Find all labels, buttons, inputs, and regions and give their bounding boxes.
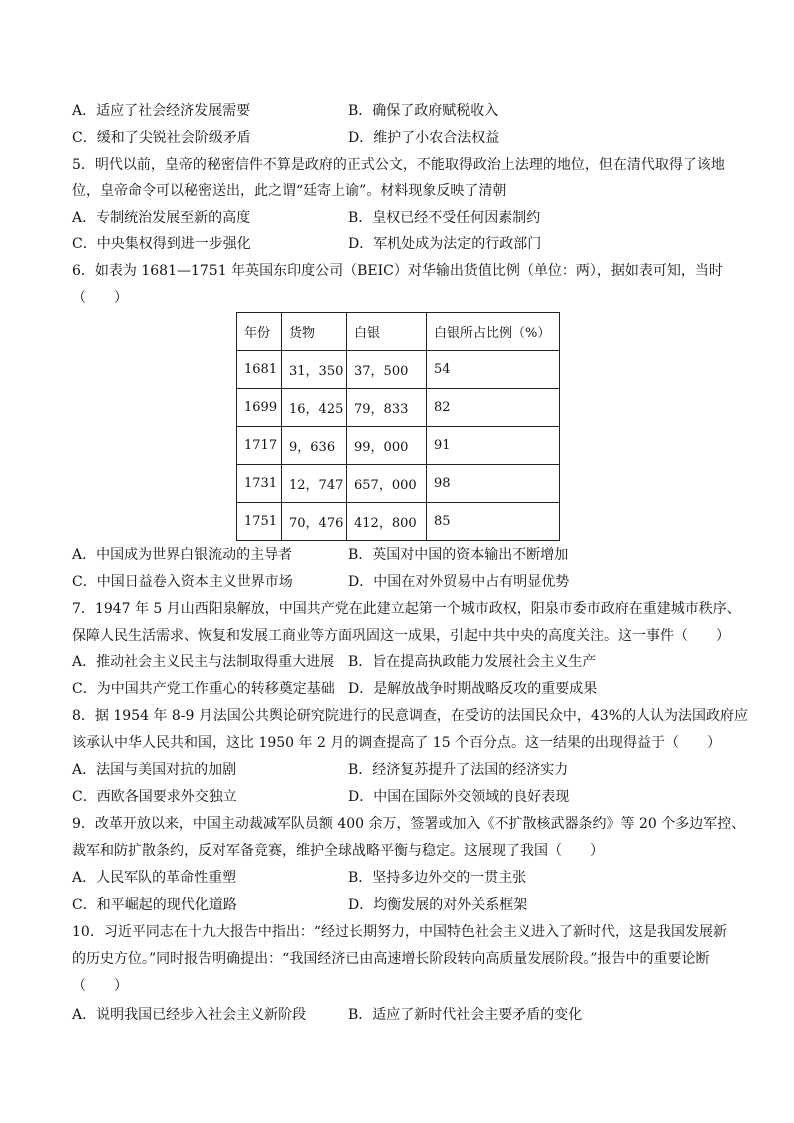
q9-stem-line-1: 9．改革开放以来，中国主动裁减军队员额 400 余万，签署或加入《不扩散核武器条约》等 20 个多边军控、 <box>72 816 746 832</box>
q4-option-b: B．确保了政府赋税收入 <box>348 103 499 119</box>
table-row <box>237 389 560 427</box>
table-row <box>237 427 560 465</box>
table-cell: 85 <box>427 503 560 541</box>
table-cell: 31，350 <box>282 351 347 389</box>
table-cell: 1751 <box>237 503 282 541</box>
q5-option-d: D．军机处成为法定的行政部门 <box>348 236 542 252</box>
table-cell: 16，425 <box>282 389 347 427</box>
q8-option-c: C．西欧各国要求外交独立 <box>72 789 237 805</box>
table-cell: 37，500 <box>347 351 427 389</box>
q5-stem-line-2: 位，皇帝命令可以秘密送出，此之谓“廷寄上谕”。材料现象反映了清朝 <box>72 183 507 199</box>
table-cell: 54 <box>427 351 560 389</box>
table-cell: 1699 <box>237 389 282 427</box>
q7-stem-line-2: 保障人民生活需求、恢复和发展工商业等方面巩固这一成果，引起中共中央的高度关注。这一事件（ ） <box>72 628 730 644</box>
q9-stem-line-2: 裁军和防扩散条约，反对军备竞赛，维护全球战略平衡与稳定。这展现了我国（ ） <box>72 843 604 859</box>
table-header-cell: 白银 <box>347 313 427 351</box>
table-cell: 1731 <box>237 465 282 503</box>
q10-stem-line-1: 10．习近平同志在十九大报告中指出：“经过长期努力，中国特色社会主义进入了新时代，这是我国发展新 <box>72 924 727 940</box>
q4-option-d: D．维护了小农合法权益 <box>348 130 500 146</box>
q9-option-a: A．人民军队的革命性重塑 <box>72 870 237 886</box>
table-cell: 91 <box>427 427 560 465</box>
table-row <box>237 503 560 541</box>
table-header-cell: 白银所占比例（%） <box>427 313 560 351</box>
q7-stem-line-1: 7．1947 年 5 月山西阳泉解放，中国共产党在此建立起第一个城市政权，阳泉市委市政府在重建城市秩序、 <box>72 601 741 617</box>
q6-stem-line-2: （ ） <box>72 290 128 306</box>
q6-option-d: D．中国在对外贸易中占有明显优势 <box>348 574 570 590</box>
q8-stem-line-2: 该承认中华人民共和国，这比 1950 年 2 月的调查提高了 15 个百分点。这一结果的出现得益于（ ） <box>72 735 722 751</box>
q10-option-a: A．说明我国已经步入社会主义新阶段 <box>72 1007 307 1023</box>
q5-option-c: C．中央集权得到进一步强化 <box>72 236 251 252</box>
q4-option-c: C．缓和了尖锐社会阶级矛盾 <box>72 130 251 146</box>
table-cell: 99，000 <box>347 427 427 465</box>
q10-stem-line-3: （ ） <box>72 978 128 994</box>
table-cell: 412，800 <box>347 503 427 541</box>
table-cell: 657，000 <box>347 465 427 503</box>
export-value-table <box>236 312 560 541</box>
q8-option-d: D．中国在国际外交领域的良好表现 <box>348 789 570 805</box>
table-cell: 70，476 <box>282 503 347 541</box>
q6-option-a: A．中国成为世界白银流动的主导者 <box>72 547 293 563</box>
table-cell: 12，747 <box>282 465 347 503</box>
q5-option-b: B．皇权已经不受任何因素制约 <box>348 210 541 226</box>
q6-option-c: C．中国日益卷入资本主义世界市场 <box>72 574 293 590</box>
q9-option-c: C．和平崛起的现代化道路 <box>72 897 237 913</box>
table-cell: 98 <box>427 465 560 503</box>
table-row <box>237 351 560 389</box>
q9-option-d: D．均衡发展的对外关系框架 <box>348 897 528 913</box>
table-row <box>237 465 560 503</box>
q5-stem-line-1: 5．明代以前，皇帝的秘密信件不算是政府的正式公文，不能取得政治上法理的地位，但在清代取得了该地 <box>72 157 725 173</box>
q7-option-c: C．为中国共产党工作重心的转移奠定基础 <box>72 681 335 697</box>
q8-stem-line-1: 8．据 1954 年 8-9 月法国公共舆论研究院进行的民意调查，在受访的法国民众中，43%的人认为法国政府应 <box>72 708 748 724</box>
table-cell: 82 <box>427 389 560 427</box>
table-cell: 1717 <box>237 427 282 465</box>
table-cell: 1681 <box>237 351 282 389</box>
q5-option-a: A．专制统治发展至新的高度 <box>72 210 251 226</box>
table-header-row <box>237 313 560 351</box>
q8-option-b: B．经济复苏提升了法国的经济实力 <box>348 762 569 778</box>
q7-option-b: B．旨在提高执政能力发展社会主义生产 <box>348 654 597 670</box>
q6-option-b: B．英国对中国的资本输出不断增加 <box>348 547 569 563</box>
table-cell: 9，636 <box>282 427 347 465</box>
table-cell: 79，833 <box>347 389 427 427</box>
q6-stem-line-1: 6．如表为 1681—1751 年英国东印度公司（BEIC）对华输出货值比例（单位：两），据如表可知，当时 <box>72 263 723 279</box>
table-header-cell: 年份 <box>237 313 282 351</box>
q8-option-a: A．法国与美国对抗的加剧 <box>72 762 237 778</box>
q7-option-a: A．推动社会主义民主与法制取得重大进展 <box>72 654 335 670</box>
q10-stem-line-2: 的历史方位。”同时报告明确提出：“我国经济已由高速增长阶段转向高质量发展阶段。”报告中的重要论断 <box>72 951 710 967</box>
q4-option-a: A．适应了社会经济发展需要 <box>72 103 251 119</box>
q9-option-b: B．坚持多边外交的一贯主张 <box>348 870 527 886</box>
q7-option-d: D．是解放战争时期战略反攻的重要成果 <box>348 681 598 697</box>
q10-option-b: B．适应了新时代社会主要矛盾的变化 <box>348 1007 583 1023</box>
table-header-cell: 货物 <box>282 313 347 351</box>
